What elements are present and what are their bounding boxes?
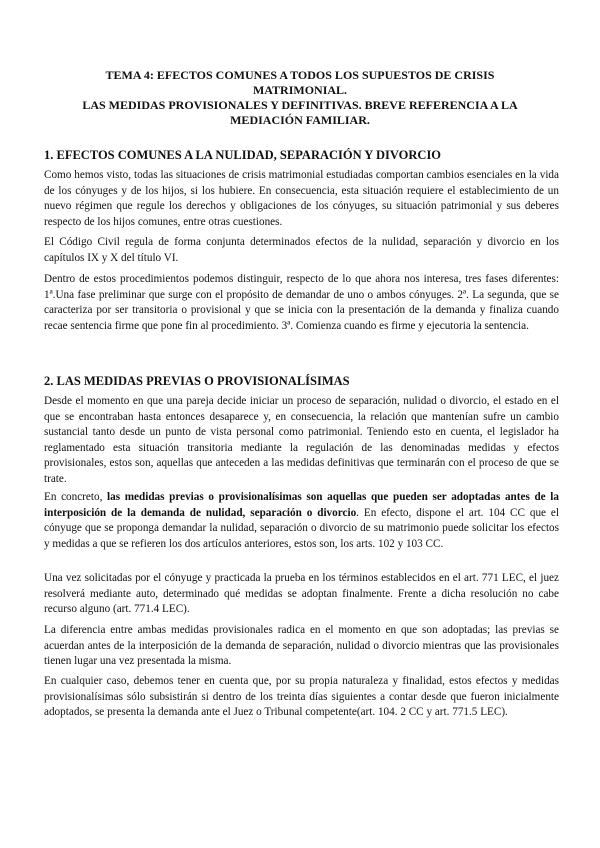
section-1-paragraph-1: Como hemos visto, todas las situaciones de crisis matrimonial estudiadas comportan cambios esenciales en la vida de los cónyuges y de los hijos, si los hubiere. En consecuencia, esta situación requiere el establecimiento de un nuevo régimen que regule los derechos y obligaciones de los cónyuges, su situación patrimonial y sus deberes respecto de los hijos comunes, entre otras cuestiones. (44, 169, 559, 228)
title-line-3: MEDIACIÓN FAMILIAR. (230, 113, 370, 127)
paragraph-lead-text: En concreto, (44, 491, 108, 503)
section-2-paragraph-1: Desde el momento en que una pareja decide iniciar un proceso de separación, nulidad o divorcio, el estado en el que se encontraban hasta entonces desaparece y, en consecuencia, la relación que mantenían sufre un cambio sustancial tanto desde un punto de vista personal como patrimonial. Teniendo esto en cuenta, el legislador ha reglamentado esta situación transitoria mediante la regulación de las denominadas medidas y efectos provisionales, estos son, aquellas que anteceden a las medidas definitivas que terminarán con el proceso de que se trate. (44, 395, 559, 485)
document-title (70, 68, 530, 128)
paragraph-bold-definition: las medidas previas o provisionalísimas son aquellas que pueden ser adoptadas antes de la interposición de la demanda de nulidad, separación o divorcio (44, 491, 559, 519)
title-line-1: TEMA 4: EFECTOS COMUNES A TODOS LOS SUPUESTOS DE CRISIS MATRIMONIAL. (105, 68, 495, 97)
section-2-paragraph-5: En cualquier caso, debemos tener en cuenta que, por su propia naturaleza y finalidad, estos efectos y medidas provisionalísimas sólo subsistirán si dentro de los treinta días siguientes a contar desde que fueron inicialmente adoptados, se presenta la demanda ante el Juez o Tribunal competente(art. 104. 2 CC y art. 771.5 LEC). (44, 675, 559, 719)
section-1-heading: 1. EFECTOS COMUNES A LA NULIDAD, SEPARACIÓN Y DIVORCIO (44, 148, 442, 162)
section-2-heading: 2. LAS MEDIDAS PREVIAS O PROVISIONALÍSIMAS (44, 374, 350, 388)
title-line-2: LAS MEDIDAS PROVISIONALES Y DEFINITIVAS. BREVE REFERENCIA A LA (82, 98, 518, 112)
section-1-paragraph-3: Dentro de estos procedimientos podemos distinguir, respecto de lo que ahora nos interesa, tres fases diferentes: 1ª.Una fase preliminar que surge con el propósito de demandar de uno o ambos cónyuges. 2ª. La segunda, que se caracteriza por ser transitoria o provisional y que se inicia con la presentación de la demanda y finaliza cuando recae sentencia firme que pone fin al procedimiento. 3ª. Comienza cuando es firme y ejecutoria la sentencia. (44, 273, 559, 332)
section-2-paragraph-2 (44, 490, 559, 552)
section-1-paragraph-2: El Código Civil regula de forma conjunta determinados efectos de la nulidad, separación y divorcio en los capítulos IX y X del título VI. (44, 236, 559, 264)
section-2-paragraph-4: La diferencia entre ambas medidas provisionales radica en el momento en que son adoptadas; las previas se acuerdan antes de la interposición de la demanda de separación, nulidad o divorcio mientras que las provisionales tienen lugar una vez presentada la misma. (44, 624, 559, 668)
section-2-paragraph-3: Una vez solicitadas por el cónyuge y practicada la prueba en los términos establecidos en el art. 771 LEC, el juez resolverá mediante auto, determinado qué medidas se adoptan finalmente. Frente a dicha resolución no cabe recurso alguno (art. 771.4 LEC). (44, 572, 559, 616)
paragraph-rest-text: . En efecto, dispone el art. 104 CC que el cónyuge que se proponga demandar la nulidad, separación o divorcio de su matrimonio puede solicitar los efectos y medidas a que se refieren los dos artículos anteriores, estos son, los arts. 102 y 103 CC. (44, 506, 559, 550)
